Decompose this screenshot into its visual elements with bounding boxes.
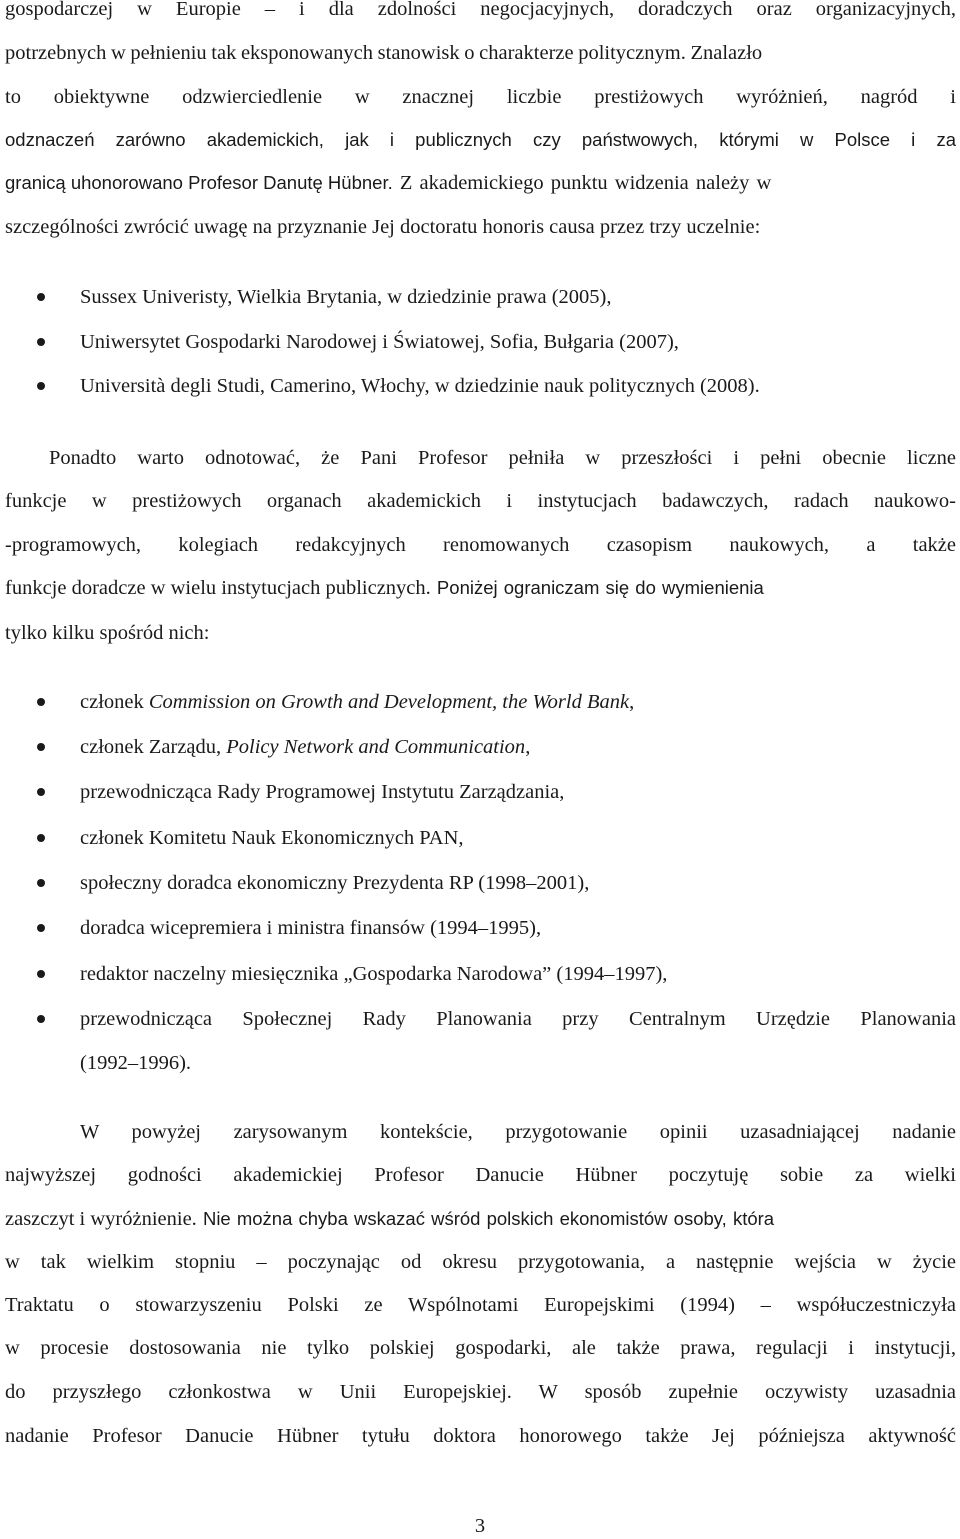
list-item-text: Università degli Studi, Camerino, Włochy, w dziedzinie nauk politycznych (2008). bbox=[80, 375, 760, 397]
list-item-italic: Policy Network and Communication bbox=[226, 736, 526, 758]
list-item-suffix: , bbox=[525, 736, 531, 758]
bullet-icon bbox=[37, 970, 45, 978]
page-number: 3 bbox=[474, 1515, 486, 1537]
functions-line-4 bbox=[5, 575, 956, 601]
list-item-italic: Commission on Growth and Development, the World Bank bbox=[148, 691, 630, 713]
intro-line-5-sans: granicą uhonorowano Profesor Danutę Hübner. bbox=[5, 172, 393, 193]
list-item-text: Uniwersytet Gospodarki Narodowej i Światowej, Sofia, Bułgaria (2007), bbox=[80, 331, 679, 353]
functions-line-3: -programowych, kolegiach redakcyjnych renomowanych czasopism naukowych, a także bbox=[5, 534, 956, 556]
closing-line-3-sans: Nie można chyba wskazać wśród polskich ekonomistów osoby, która bbox=[196, 1208, 775, 1229]
bullet-icon bbox=[37, 924, 45, 932]
list-item-prefix: członek Zarządu, bbox=[80, 736, 227, 758]
closing-line-3-serif: zaszczyt i wyróżnienie. bbox=[5, 1208, 197, 1230]
list-item-text: doradca wicepremiera i ministra finansów (1994–1995), bbox=[80, 917, 542, 939]
list-item-text: społeczny doradca ekonomiczny Prezydenta RP (1998–2001), bbox=[80, 872, 590, 894]
bullet-icon bbox=[37, 788, 45, 796]
functions-line-4-sans: Poniżej ograniczam się do wymienienia bbox=[430, 577, 764, 598]
closing-line-7: do przyszłego członkostwa w Unii Europejskiej. W sposób zupełnie oczywisty uzasadnia bbox=[5, 1381, 956, 1403]
list-item-suffix: , bbox=[629, 691, 635, 713]
functions-line-5: tylko kilku spośród nich: bbox=[5, 622, 210, 644]
intro-line-3: to obiektywne odzwierciedlenie w znacznej liczbie prestiżowych wyróżnień, nagród i bbox=[5, 86, 956, 108]
list-item-text bbox=[80, 689, 634, 715]
functions-line-1: Ponadto warto odnotować, że Pani Profesor pełniła w przeszłości i pełni obecnie liczne bbox=[49, 447, 956, 469]
bullet-icon bbox=[37, 879, 45, 887]
closing-line-5: Traktatu o stowarzyszeniu Polski ze Wspólnotami Europejskimi (1994) – współuczestniczyła bbox=[5, 1294, 956, 1316]
list-item-continuation: (1992–1996). bbox=[80, 1052, 192, 1074]
list-item-text: przewodnicząca Rady Programowej Instytutu Zarządzania, bbox=[80, 781, 565, 803]
bullet-icon bbox=[37, 338, 45, 346]
list-item-text bbox=[80, 734, 530, 760]
bullet-icon bbox=[37, 743, 45, 751]
closing-line-2: najwyższej godności akademickiej Profesor Danucie Hübner poczytuję sobie za wielki bbox=[5, 1164, 956, 1186]
intro-line-5 bbox=[5, 170, 956, 196]
intro-line-4: odznaczeń zarówno akademickich, jak i publicznych czy państwowych, którymi w Polsce i za bbox=[5, 129, 956, 150]
closing-line-3 bbox=[5, 1206, 956, 1232]
intro-line-2: potrzebnych w pełnieniu tak eksponowanych stanowisk o charakterze politycznym. Znalazło bbox=[5, 42, 763, 64]
bullet-icon bbox=[37, 1015, 45, 1023]
bullet-icon bbox=[37, 293, 45, 301]
list-item-text: Sussex Univeristy, Wielkia Brytania, w dziedzinie prawa (2005), bbox=[80, 286, 612, 308]
intro-line-5-serif: Z akademickiego punktu widzenia należy w bbox=[392, 172, 772, 194]
closing-line-8: nadanie Profesor Danucie Hübner tytułu doktora honorowego także Jej późniejsza aktywność bbox=[5, 1425, 956, 1447]
functions-line-4-serif: funkcje doradcze w wielu instytucjach publicznych. bbox=[5, 577, 431, 599]
functions-line-2: funkcje w prestiżowych organach akademickich i instytucjach badawczych, radach naukowo- bbox=[5, 490, 956, 512]
closing-line-6: w procesie dostosowania nie tylko polskiej gospodarki, ale także prawa, regulacji i instytucji, bbox=[5, 1337, 956, 1359]
list-item-text: przewodnicząca Społecznej Rady Planowania przy Centralnym Urzędzie Planowania bbox=[80, 1008, 956, 1030]
intro-line-6: szczególności zwrócić uwagę na przyznanie Jej doctoratu honoris causa przez trzy uczelnie: bbox=[5, 216, 761, 238]
list-item-prefix: członek bbox=[80, 691, 149, 713]
closing-line-1: W powyżej zarysowanym kontekście, przygotowanie opinii uzasadniającej nadanie bbox=[80, 1121, 956, 1143]
bullet-icon bbox=[37, 834, 45, 842]
list-item-text: członek Komitetu Nauk Ekonomicznych PAN, bbox=[80, 827, 464, 849]
closing-line-4: w tak wielkim stopniu – poczynając od okresu przygotowania, a następnie wejścia w życie bbox=[5, 1251, 956, 1273]
bullet-icon bbox=[37, 382, 45, 390]
bullet-icon bbox=[37, 698, 45, 706]
intro-line-1: gospodarczej w Europie – i dla zdolności negocjacyjnych, doradczych oraz organizacyjnych, bbox=[5, 0, 956, 20]
list-item-text: redaktor naczelny miesięcznika „Gospodarka Narodowa” (1994–1997), bbox=[80, 963, 668, 985]
